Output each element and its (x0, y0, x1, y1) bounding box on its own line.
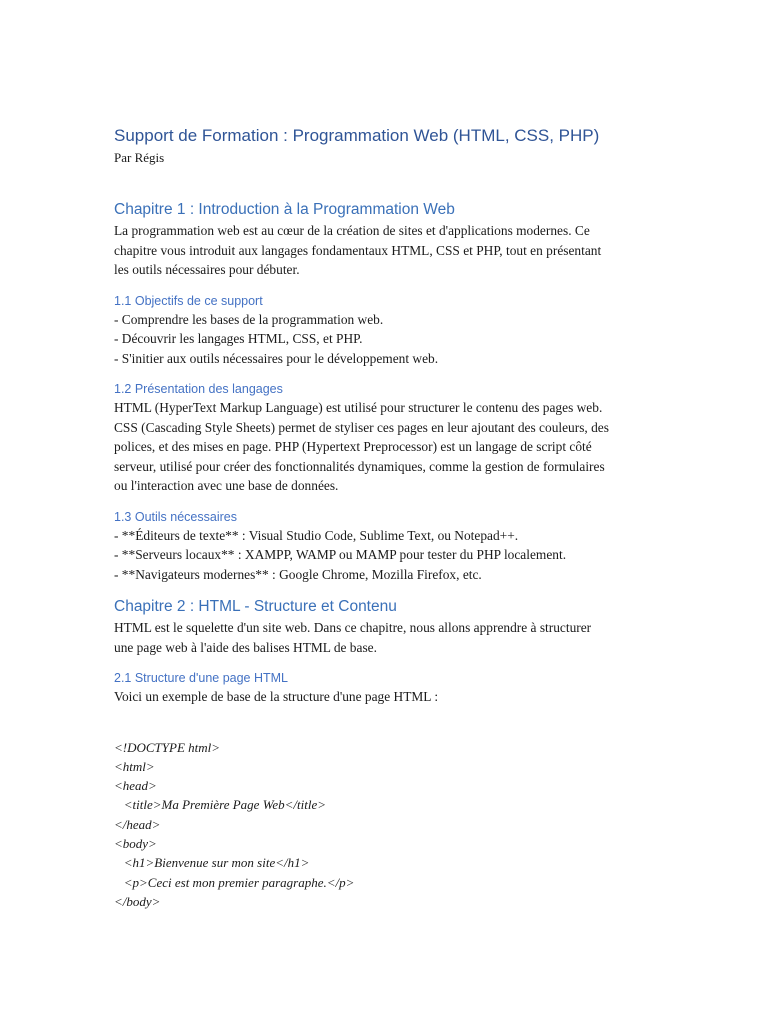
code-line: <h1>Bienvenue sur mon site</h1> (114, 855, 310, 871)
paragraph-line: ou l'interaction avec une base de données. (114, 478, 339, 493)
section-2-1-intro: Voici un exemple de base de la structure d'une page HTML : (114, 689, 439, 704)
list-item: - **Navigateurs modernes** : Google Chrome, Mozilla Firefox, etc. (114, 566, 482, 582)
list-item: - S'initier aux outils nécessaires pour le développement web. (114, 350, 439, 366)
chapter-1-heading: Chapitre 1 : Introduction à la Programmation Web (114, 201, 455, 218)
paragraph-line: HTML est le squelette d'un site web. Dans ce chapitre, nous allons apprendre à structurer (114, 620, 592, 635)
section-2-1-heading: 2.1 Structure d'une page HTML (114, 671, 289, 685)
paragraph-line: une page web à l'aide des balises HTML de base. (114, 639, 377, 655)
code-line: <head> (114, 778, 157, 794)
chapter-1-intro (114, 221, 654, 280)
document-title: Support de Formation : Programmation Web (HTML, CSS, PHP) (114, 126, 600, 145)
code-line: <p>Ceci est mon premier paragraphe.</p> (114, 874, 355, 890)
section-1-2-text (114, 398, 654, 496)
paragraph-line: les outils nécessaires pour débuter. (114, 262, 300, 277)
code-line: <html> (114, 758, 155, 774)
document-author: Par Régis (114, 150, 165, 165)
code-line: <body> (114, 835, 157, 851)
code-line: <!DOCTYPE html> (114, 739, 221, 755)
section-1-2-heading: 1.2 Présentation des langages (114, 382, 283, 396)
code-line: </body> (114, 893, 161, 909)
html-code-example (114, 738, 654, 912)
paragraph-line: chapitre vous introduit aux langages fondamentaux HTML, CSS et PHP, tout en présentant (114, 242, 602, 258)
section-1-3-heading: 1.3 Outils nécessaires (114, 509, 237, 524)
list-item: - **Éditeurs de texte** : Visual Studio Code, Sublime Text, ou Notepad++. (114, 527, 519, 543)
section-1-1-list (114, 310, 654, 369)
chapter-2-intro (114, 618, 654, 657)
paragraph-line: CSS (Cascading Style Sheets) permet de styliser ces pages en leur ajoutant des couleurs, des (114, 419, 609, 435)
paragraph-line: HTML (HyperText Markup Language) est utilisé pour structurer le contenu des pages web. (114, 400, 603, 415)
section-1-1-heading: 1.1 Objectifs de ce support (114, 293, 263, 308)
code-line: </head> (114, 816, 161, 832)
paragraph-line: La programmation web est au cœur de la création de sites et d'applications modernes. Ce (114, 223, 590, 238)
list-item: - Comprendre les bases de la programmation web. (114, 311, 384, 327)
list-item: - Découvrir les langages HTML, CSS, et PHP. (114, 331, 363, 346)
document-page (114, 124, 654, 911)
paragraph-line: serveur, utilisé pour créer des fonctionnalités dynamiques, comme la gestion de formulaires (114, 458, 605, 474)
section-1-3-list (114, 526, 654, 585)
list-item: - **Serveurs locaux** : XAMPP, WAMP ou MAMP pour tester du PHP localement. (114, 547, 567, 562)
chapter-2-heading: Chapitre 2 : HTML - Structure et Contenu (114, 598, 397, 615)
code-line: <title>Ma Première Page Web</title> (114, 797, 326, 813)
paragraph-line: polices, et des mises en page. PHP (Hypertext Preprocessor) est un langage de script côté (114, 439, 592, 454)
